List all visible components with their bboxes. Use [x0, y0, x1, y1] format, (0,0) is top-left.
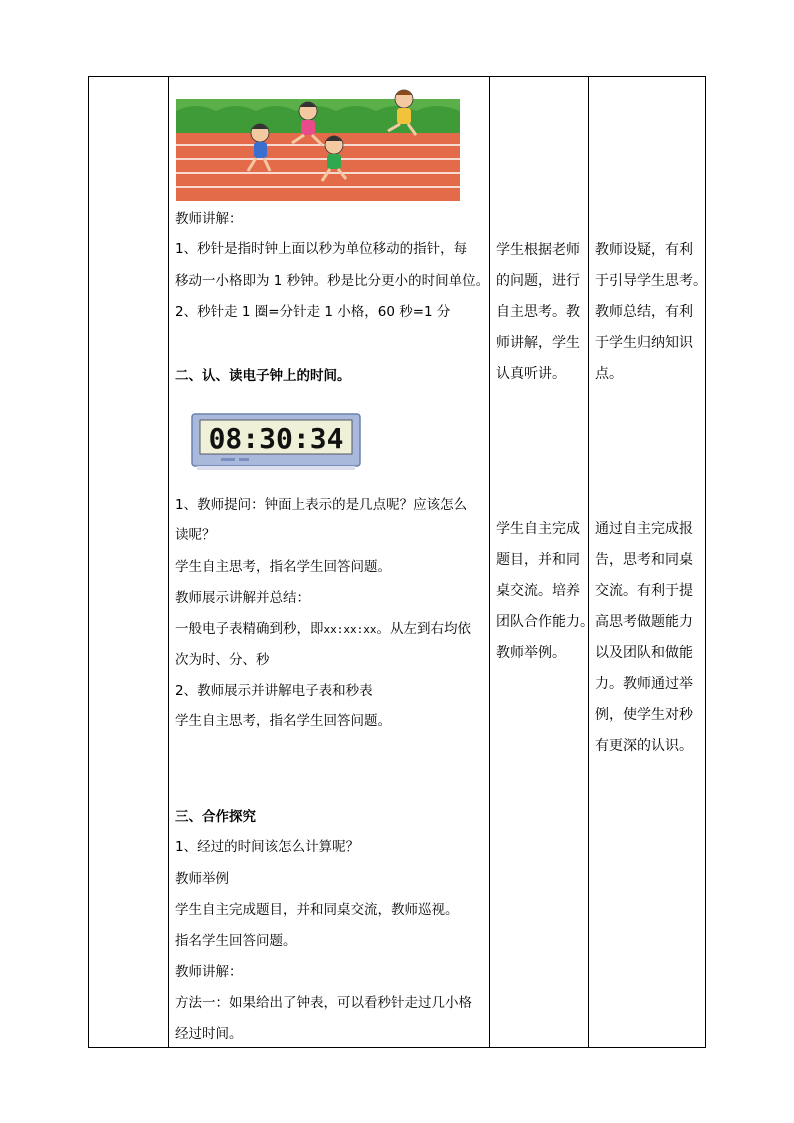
empty-first-column — [89, 77, 168, 1047]
design-intent-line: 例，使学生对秒 — [595, 707, 693, 723]
design-intent-line: 告，思考和同桌 — [595, 552, 693, 568]
design-intent-line: 点。 — [595, 366, 623, 382]
section-heading-2: 二、认、读电子钟上的时间。 — [175, 368, 351, 384]
design-intent-line: 通过自主完成报 — [595, 521, 693, 537]
student-answer-1: 学生自主思考，指名学生回答问题。 — [175, 559, 391, 575]
summary-label: 教师展示讲解并总结： — [175, 590, 310, 606]
method1-line2: 经过时间。 — [175, 1026, 243, 1042]
design-intent-line: 以及团队和做能 — [595, 645, 693, 661]
section-heading-3: 三、合作探究 — [175, 809, 256, 825]
student-complete: 学生自主完成题目，并和同桌交流，教师巡视。 — [175, 902, 459, 918]
student-answer-2: 学生自主思考，指名学生回答问题。 — [175, 713, 391, 729]
design-intent-line: 高思考做题能力 — [595, 614, 693, 630]
summary-line1: 一般电子表精确到秒，即xx:xx:xx。从左到右均依 — [175, 621, 471, 637]
teacher-explain-label: 教师讲解： — [175, 211, 243, 227]
teacher-example: 教师举例 — [175, 871, 229, 887]
point1-line2: 移动一小格即为 1 秒钟。秒是比分更小的时间单位。 — [175, 273, 490, 289]
clock-time-text: 08:30:34 — [208, 422, 344, 455]
student-activity-line: 团队合作能力。 — [496, 614, 594, 630]
design-intent-line: 教师设疑，有利 — [595, 242, 693, 258]
student-activity-line: 题目，并和同 — [496, 552, 580, 568]
method1-line1: 方法一：如果给出了钟表，可以看秒针走过几小格 — [175, 995, 472, 1011]
student-activity-line: 自主思考。教 — [496, 304, 580, 320]
teacher-explain-label-2: 教师讲解： — [175, 964, 243, 980]
lesson-table — [88, 76, 706, 1048]
design-intent-line: 于学生归纳知识 — [595, 335, 693, 351]
design-intent-line: 力。教师通过举 — [595, 676, 693, 692]
design-intent-line: 于引导学生思考。 — [595, 273, 707, 289]
student-activity-column — [490, 77, 594, 1047]
running-track-illustration — [176, 81, 460, 201]
point1-line1: 1、秒针是指时钟上面以秒为单位移动的指针，每 — [175, 241, 468, 257]
design-intent-line: 有更深的认识。 — [595, 738, 693, 754]
point2: 2、秒针走 1 圈=分针走 1 小格，60 秒=1 分 — [175, 304, 451, 320]
question2: 2、教师展示并讲解电子表和秒表 — [175, 683, 373, 699]
digital-clock-image — [191, 413, 361, 471]
teaching-content-column — [169, 77, 489, 1047]
question1-line1: 1、教师提问：钟面上表示的是几点呢？应该怎么 — [175, 497, 468, 513]
student-activity-line: 教师举例。 — [496, 645, 566, 661]
summary-line2: 次为时、分、秒 — [175, 652, 270, 668]
student-activity-line: 的问题，进行 — [496, 273, 580, 289]
student-activity-line: 师讲解，学生 — [496, 335, 580, 351]
question3: 1、经过的时间该怎么计算呢？ — [175, 839, 360, 855]
design-intent-line: 交流。有利于提 — [595, 583, 693, 599]
student-activity-line: 认真听讲。 — [496, 366, 566, 382]
ask-students: 指名学生回答问题。 — [175, 933, 297, 949]
question1-line2: 读呢？ — [175, 527, 216, 543]
student-activity-line: 学生自主完成 — [496, 521, 580, 537]
design-intent-column — [589, 77, 706, 1047]
student-activity-line: 桌交流。培养 — [496, 583, 580, 599]
student-activity-line: 学生根据老师 — [496, 242, 580, 258]
design-intent-line: 教师总结，有利 — [595, 304, 693, 320]
